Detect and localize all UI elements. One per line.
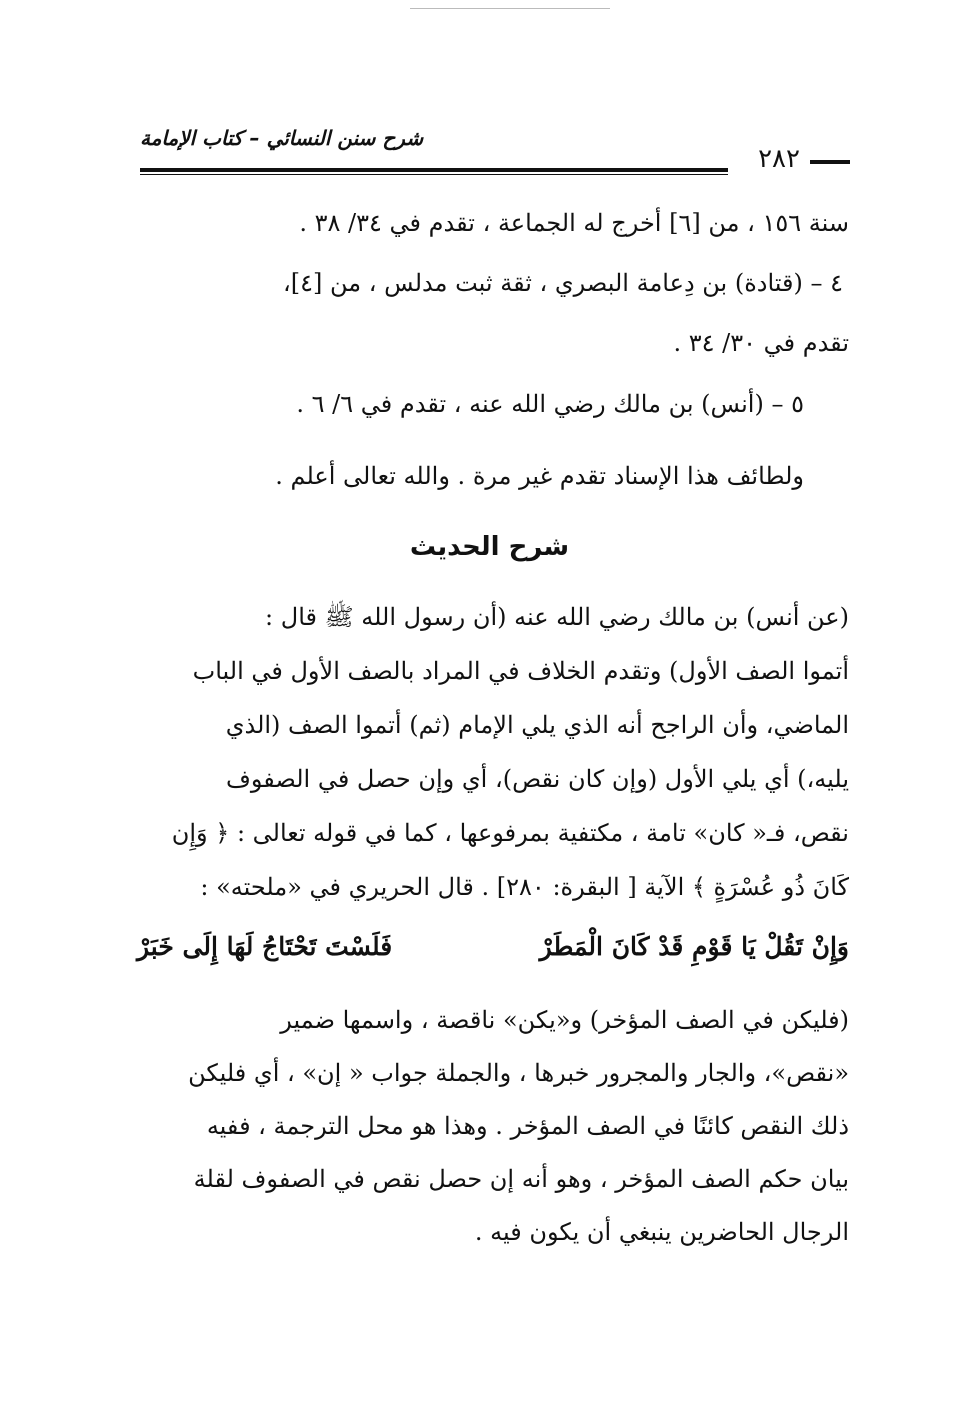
header-rule-thin: [140, 174, 728, 175]
header-rule: [140, 168, 728, 172]
paragraph-line: كَانَ ذُو عُسْرَةٍ ﴾ الآية [ البقرة: ٢٨٠] . قال الحريري في «ملحته» :: [200, 873, 849, 901]
narrator-line-5: ولطائف هذا الإسناد تقدم غير مرة . والله تعالى أعلم .: [275, 462, 804, 490]
explanation-paragraph-2: [137, 994, 849, 1259]
narrator-line-2: ٤ – (قتادة) بن دِعامة البصري ، ثقة ثبت مدلس ، من [٤]،: [282, 269, 843, 297]
paragraph-line: (عن أنس) بن مالك رضي الله عنه (أن رسول الله ﷺ قال :: [265, 603, 849, 631]
top-rule: [410, 8, 610, 9]
paragraph-line: ذلك النقص كائنًا في الصف المؤخر . وهذا هو محل الترجمة ، ففيه: [206, 1112, 849, 1140]
page-number: ٢٨٢: [758, 144, 800, 174]
page-header: [140, 126, 850, 176]
verse-first-half: وَإِنْ تَقُلْ يَا قَوْمِ قَدْ كَانَ الْمَطَرْ: [539, 932, 849, 961]
narrator-line-1: سنة ١٥٦ ، من [٦] أخرج له الجماعة ، تقدم في ٣٤/ ٣٨ .: [299, 209, 849, 237]
narrator-line-3: تقدم في ٣٠/ ٣٤ .: [673, 329, 849, 357]
paragraph-line: «نقص»، والجار والمجرور خبرها ، والجملة جواب « إن» ، أي فليكن: [188, 1059, 849, 1087]
paragraph-line: بيان حكم الصف المؤخر ، وهو أنه إن حصل نقص في الصفوف لقلة: [193, 1165, 849, 1193]
page-number-dash: [810, 160, 850, 164]
poetry-verse: [137, 932, 849, 986]
paragraph-line: الماضي، وأن الراجح أنه الذي يلي الإمام (ثم) أتموا الصف (الذي: [225, 711, 849, 739]
paragraph-line: أتموا الصف الأول) وتقدم الخلاف في المراد بالصف الأول في الباب: [192, 657, 849, 685]
paragraph-line: الرجال الحاضرين ينبغي أن يكون فيه .: [474, 1218, 849, 1246]
paragraph-line: يليه،) أي يلي الأول (وإن كان نقص)، أي وإن حصل في الصفوف: [225, 765, 849, 793]
section-heading: شرح الحديث: [409, 532, 570, 562]
narrator-line-4: ٥ – (أنس) بن مالك رضي الله عنه ، تقدم في ٦/ ٦ .: [296, 390, 804, 418]
verse-second-half: فَلَسْتَ تَحْتَاجُ لَهَا إِلَى خَبَرْ: [137, 932, 393, 961]
running-title: شرح سنن النسائي – كتاب الإمامة: [140, 126, 424, 150]
explanation-paragraph-1: [137, 590, 849, 914]
paragraph-line: نقص، فـ« كان» تامة ، مكتفية بمرفوعها ، كما في قوله تعالى : ﴿ وَإِن: [171, 819, 849, 847]
paragraph-line: (فليكن في الصف المؤخر) و«يكن» ناقصة ، واسمها ضمير: [280, 1006, 849, 1034]
